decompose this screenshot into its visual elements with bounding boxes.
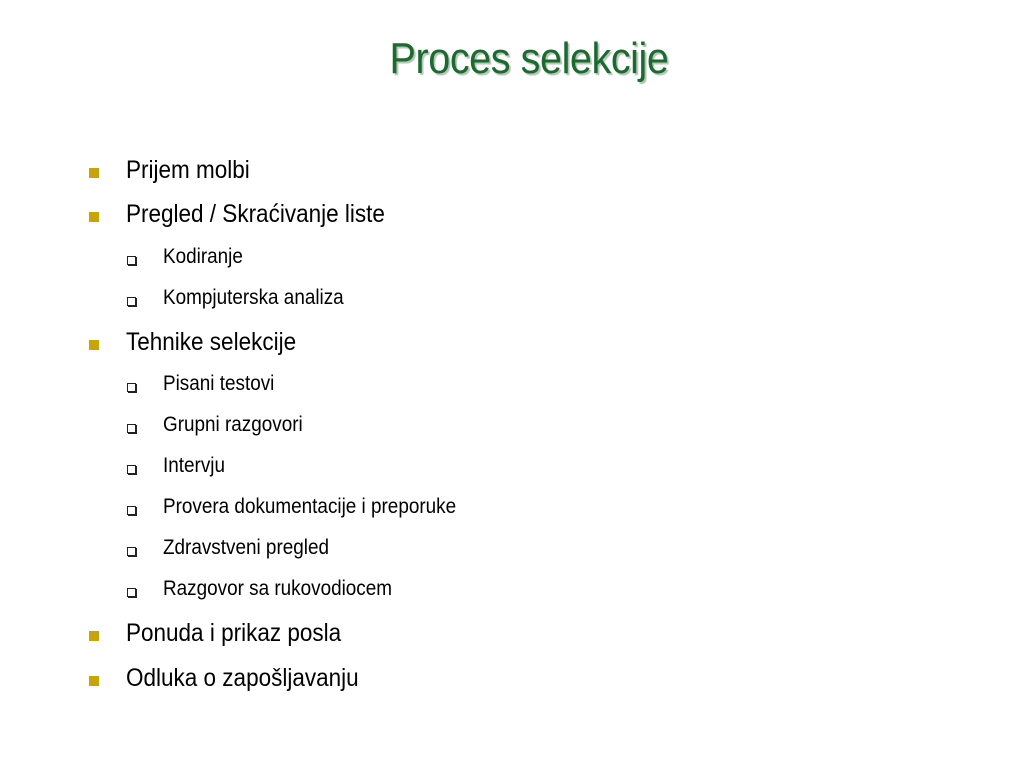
filled-square-bullet-icon — [89, 212, 99, 222]
hollow-square-bullet-icon — [127, 547, 136, 556]
filled-square-bullet-icon — [89, 676, 99, 686]
hollow-square-bullet-icon — [127, 465, 136, 474]
sub-bullet-item: Pisani testovi — [163, 372, 275, 395]
hollow-square-bullet-icon — [127, 588, 136, 597]
bullet-item: Tehnike selekcije — [126, 328, 297, 356]
hollow-square-bullet-icon — [127, 506, 136, 515]
filled-square-bullet-icon — [89, 168, 99, 178]
hollow-square-bullet-icon — [127, 424, 136, 433]
bullet-item: Pregled / Skraćivanje liste — [126, 200, 385, 228]
slide-title: Proces selekcije — [389, 34, 669, 83]
hollow-square-bullet-icon — [127, 297, 136, 306]
sub-bullet-item: Kodiranje — [163, 245, 243, 268]
sub-bullet-item: Kompjuterska analiza — [163, 286, 344, 309]
filled-square-bullet-icon — [89, 340, 99, 350]
sub-bullet-item: Intervju — [163, 454, 225, 477]
bullet-item: Odluka o zapošljavanju — [126, 664, 359, 692]
sub-bullet-item: Razgovor sa rukovodiocem — [163, 577, 393, 600]
hollow-square-bullet-icon — [127, 383, 136, 392]
sub-bullet-item: Provera dokumentacije i preporuke — [163, 495, 457, 518]
filled-square-bullet-icon — [89, 631, 99, 641]
hollow-square-bullet-icon — [127, 256, 136, 265]
bullet-item: Prijem molbi — [126, 156, 250, 184]
sub-bullet-item: Grupni razgovori — [163, 413, 303, 436]
bullet-item: Ponuda i prikaz posla — [126, 619, 342, 647]
sub-bullet-item: Zdravstveni pregled — [163, 536, 329, 559]
